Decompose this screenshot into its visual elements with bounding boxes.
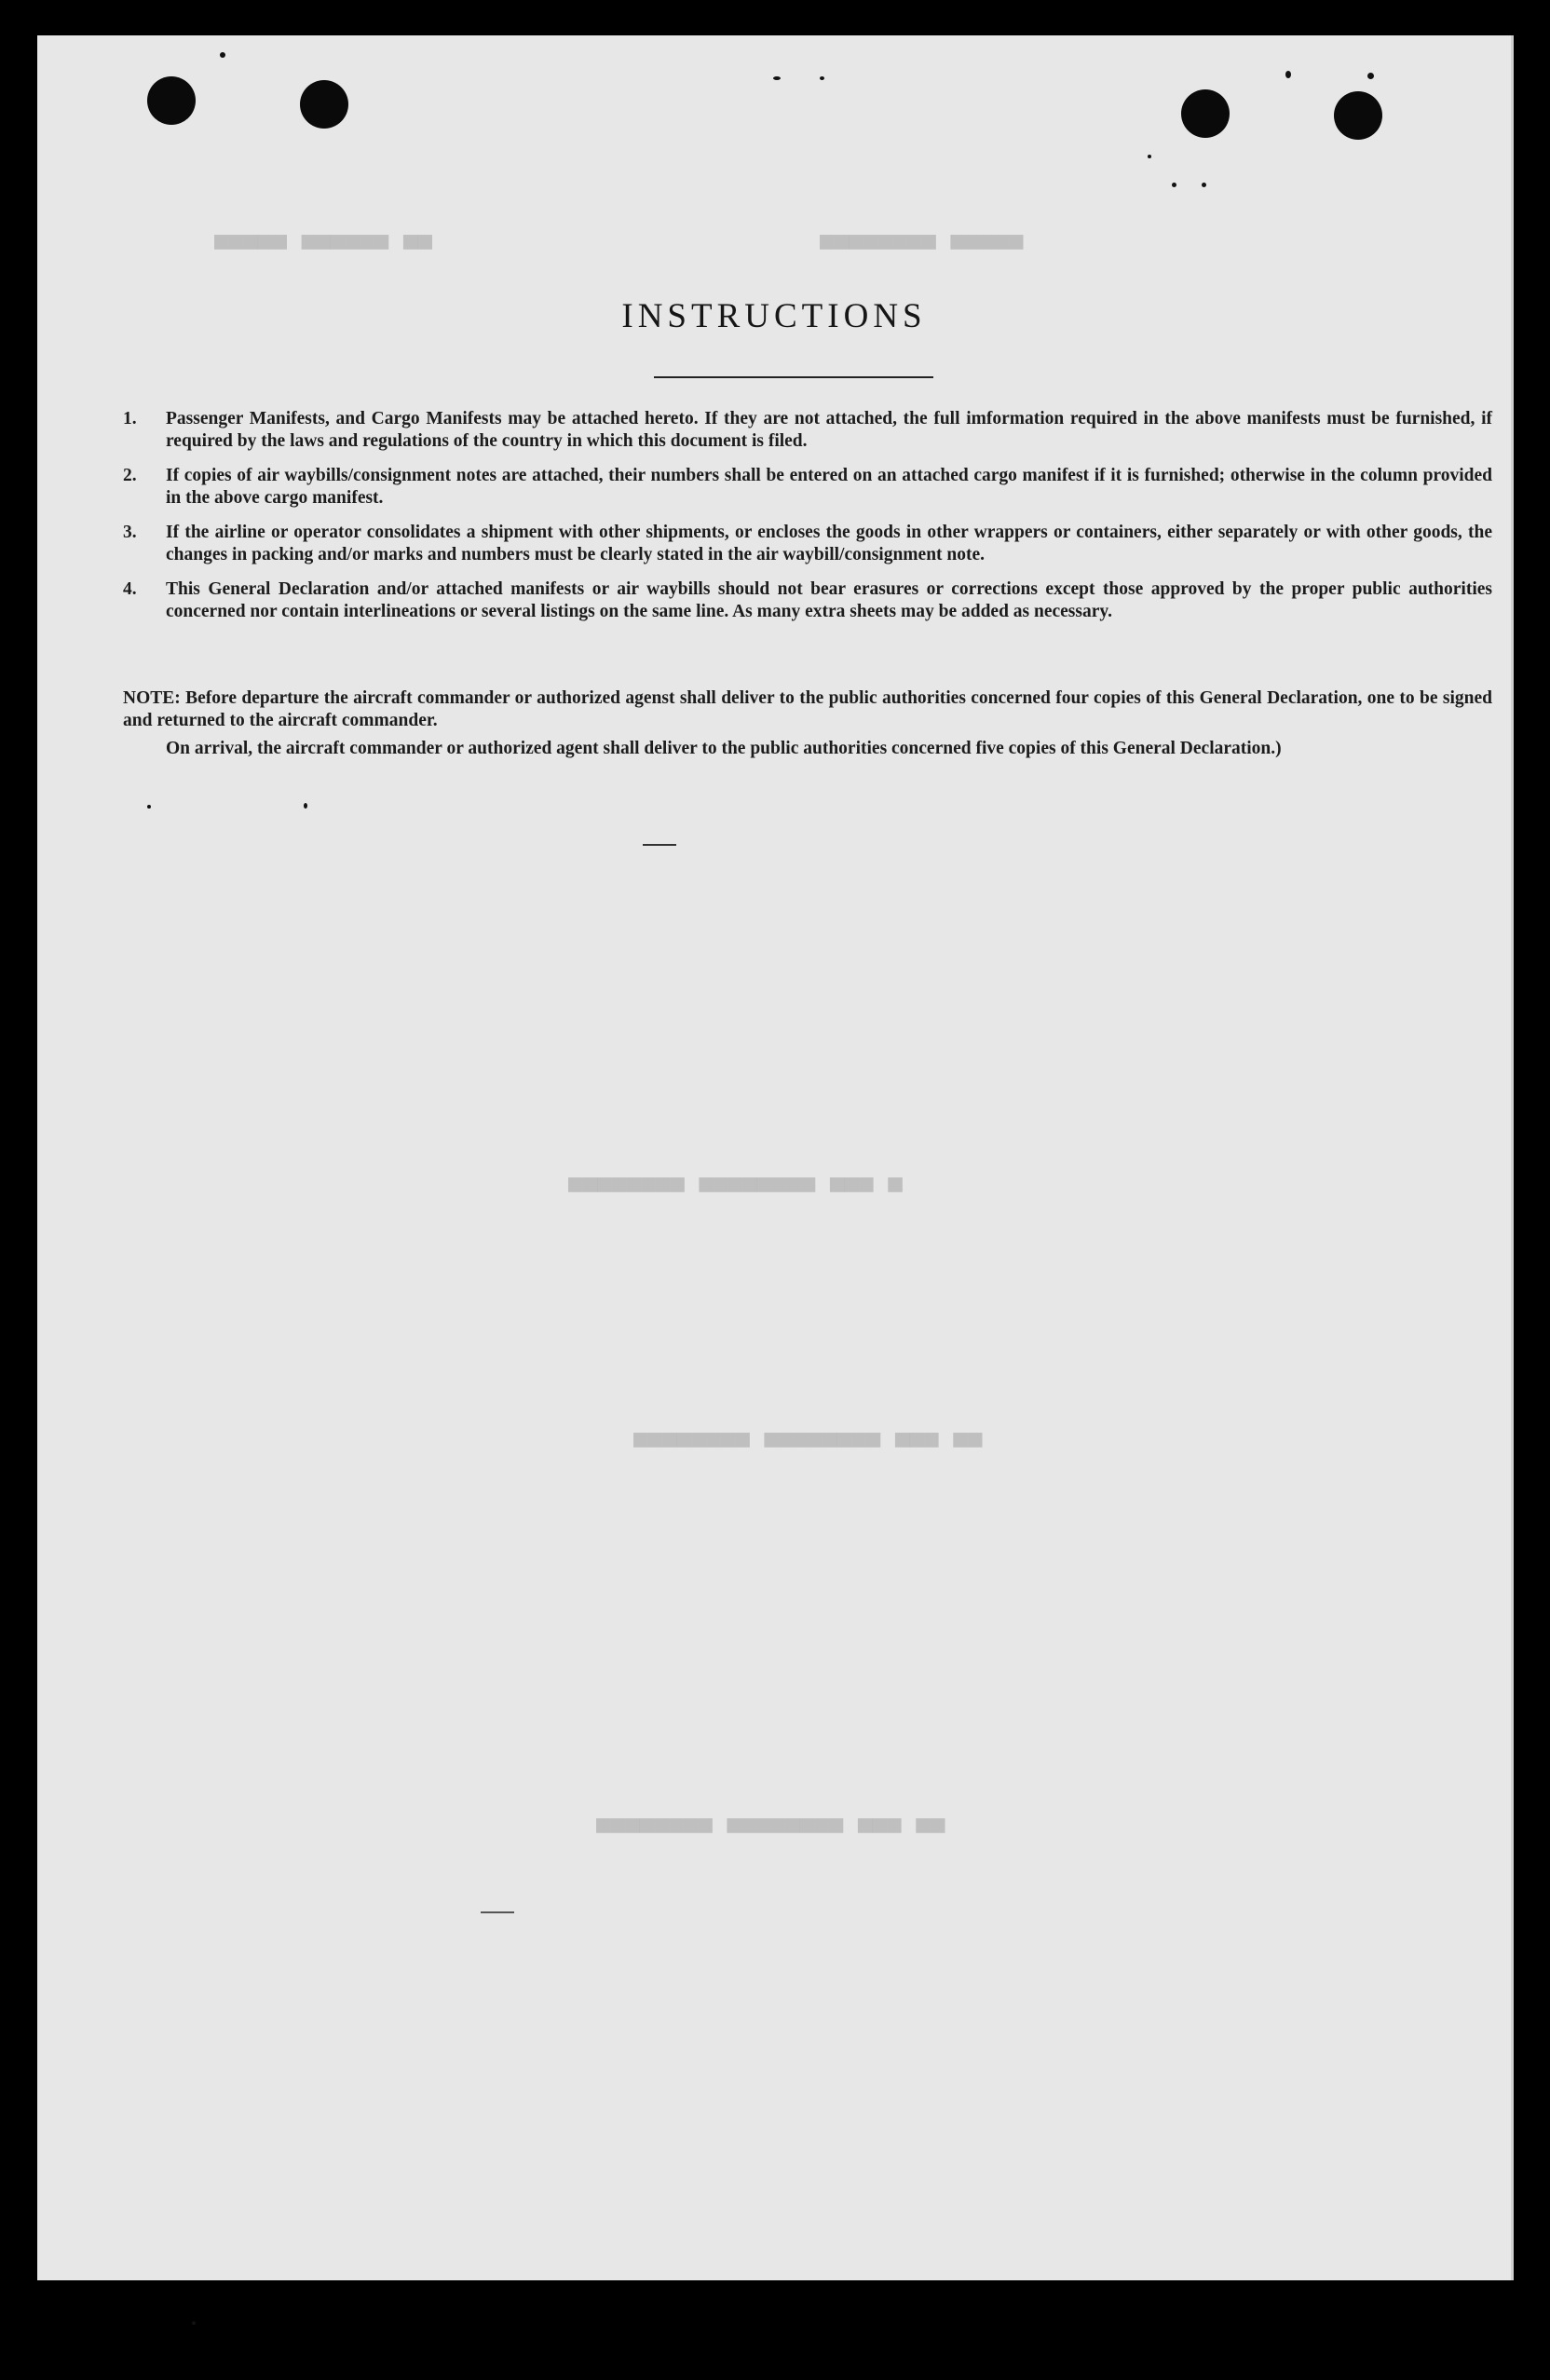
page-title: INSTRUCTIONS [621,297,927,335]
instruction-text: Passenger Manifests, and Cargo Manifests may be attached hereto. If they are not attached, the full imformation required in the above manifests must be furnished, if required by the laws and regulations of the country in which this document is filed. [166,409,1492,451]
stray-dash [643,844,676,846]
speck-mark [820,76,824,80]
instruction-number: 2. [123,466,137,485]
instruction-item [123,522,1492,566]
bleed-through-mark: ▄▄ ▄▄▄ ▄▄▄▄▄▄▄▄ ▄▄▄▄▄▄▄▄ [596,1805,945,1833]
instruction-number: 4. [123,579,137,599]
instructions-list [123,408,1492,635]
speck-mark [1285,71,1291,78]
document-page [37,35,1514,2280]
punch-hole-right-2 [1334,91,1382,140]
instruction-item [123,578,1492,623]
bleed-through-mark: ▄▄ ▄▄▄ ▄▄▄▄▄▄▄▄ ▄▄▄▄▄▄▄▄ [633,1420,983,1448]
speck-mark [1367,73,1374,79]
punch-hole-left-1 [147,76,196,125]
speck-mark [773,76,781,80]
bleed-through-mark: ▄ ▄▄▄ ▄▄▄▄▄▄▄▄ ▄▄▄▄▄▄▄▄ [568,1164,903,1192]
instruction-item [123,465,1492,510]
speck-mark [1148,155,1151,158]
instruction-text: If the airline or operator consolidates a shipment with other shipments, or encloses the goods in other wrappers or containers, either separately or with other goods, the changes in packing and/or marks and numbers must be clearly stated in the air waybill/consignment note. [166,523,1492,564]
punch-hole-left-2 [300,80,348,129]
bleed-through-mark: ▄▄ ▄▄▄▄▄▄ ▄▄▄▄▄ [214,222,433,250]
speck-mark [192,2321,196,2325]
instruction-item [123,408,1492,453]
note-block [123,687,1492,766]
speck-mark [304,803,307,809]
title-underline [654,376,933,378]
note-departure: NOTE: Before departure the aircraft commander or authorized agenst shall deliver to the public authorities concerned four copies of this General Declaration, one to be signed and returned to the aircraft commander. [123,688,1492,730]
speck-mark [147,805,151,809]
speck-mark [1172,183,1176,187]
note-arrival: On arrival, the aircraft commander or authorized agent shall deliver to the public authorities concerned five copies of this General Declaration.) [166,739,1282,758]
speck-mark [220,52,225,58]
instruction-text: If copies of air waybills/consignment notes are attached, their numbers shall be entered on an attached cargo manifest if it is furnished; otherwise in the column provided in the above cargo manifest. [166,466,1492,508]
bleed-through-mark: ▄▄▄▄▄ ▄▄▄▄▄▄▄▄ [820,222,1024,250]
instruction-number: 3. [123,523,137,542]
stray-dash [481,1911,514,1913]
speck-mark [1202,183,1206,187]
instruction-text: This General Declaration and/or attached manifests or air waybills should not bear erasures or corrections except those approved by the proper public authorities concerned nor contain interlineations or several listings on the same line. As many extra sheets may be added as necessary. [166,579,1492,621]
instruction-number: 1. [123,409,137,428]
punch-hole-right-1 [1181,89,1230,138]
